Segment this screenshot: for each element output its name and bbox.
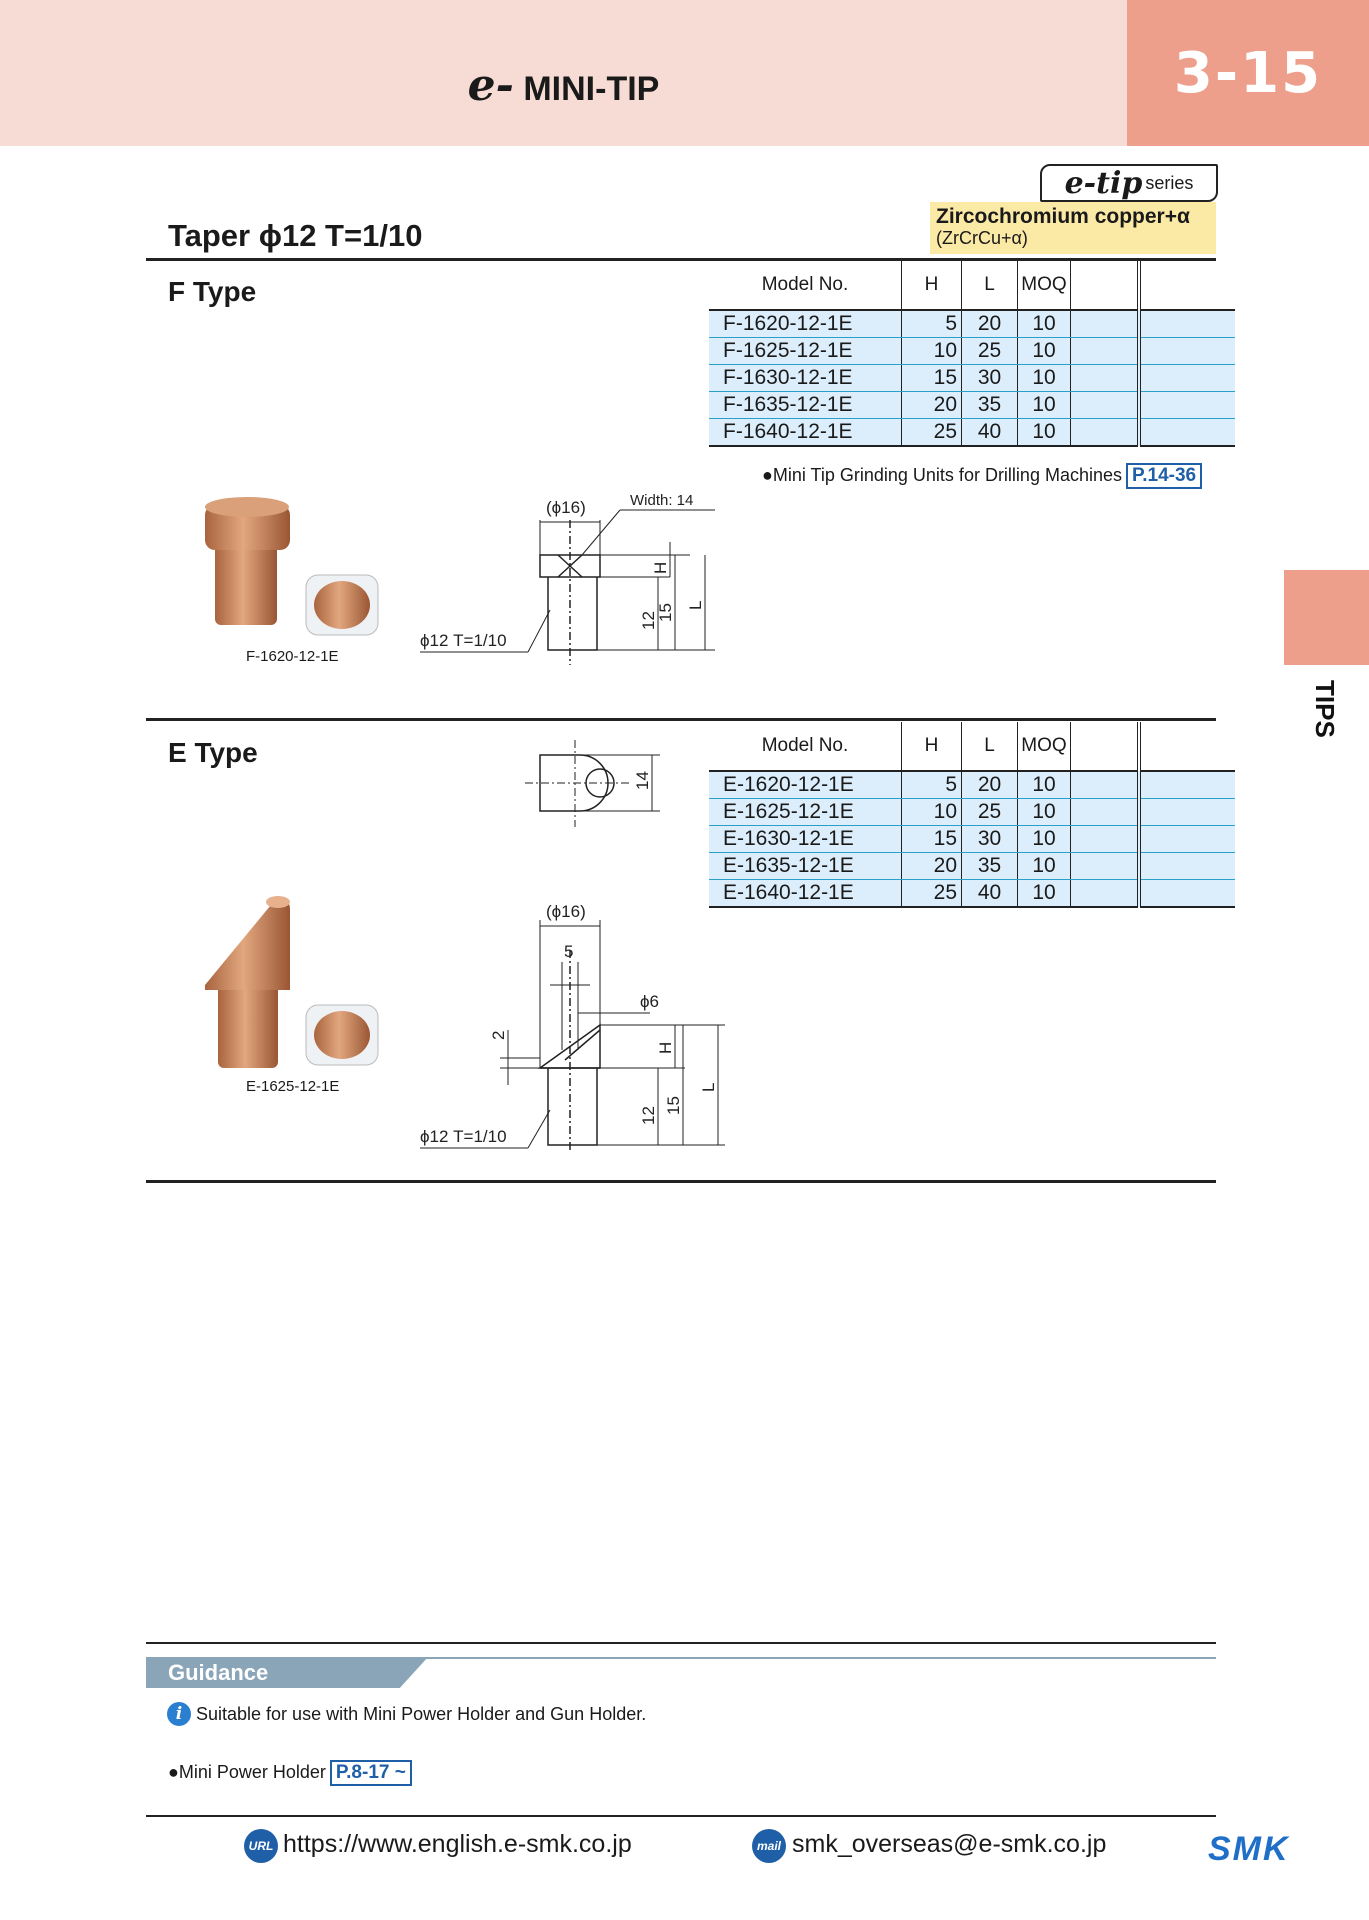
blank-cell [1139,392,1235,419]
column-header: H [902,722,962,771]
grinding-note-text: ●Mini Tip Grinding Units for Drilling Machines [762,465,1122,485]
model-cell: E-1630-12-1E [709,826,902,853]
brand-prefix: e- [467,60,514,111]
f-photo-caption: F-1620-12-1E [246,648,339,665]
holder-page-link[interactable]: P.8-17 ~ [330,1760,412,1786]
holder-note [168,1760,412,1786]
column-header: MOQ [1018,722,1071,771]
blank-cell [1071,826,1140,853]
smk-logo: SMK [1208,1830,1290,1868]
guidance-info-text: Suitable for use with Mini Power Holder and Gun Holder. [196,1704,647,1724]
column-header: MOQ [1018,261,1071,310]
e-type-photo [190,890,390,1080]
l-cell: 30 [962,365,1018,392]
model-cell: F-1640-12-1E [709,419,902,447]
holder-note-text: ●Mini Power Holder [168,1762,326,1782]
e-type-table [709,722,1235,908]
url-icon: URL [244,1829,278,1863]
l-cell: 20 [962,310,1018,338]
h-cell: 5 [902,771,962,799]
model-cell: E-1635-12-1E [709,853,902,880]
table-header-row [709,261,1235,310]
h-cell: 20 [902,853,962,880]
guidance-title: Guidance [168,1660,269,1685]
dim-14: 14 [633,771,652,790]
l-cell: 35 [962,392,1018,419]
e-type-drawing [400,890,730,1150]
moq-cell: 10 [1018,392,1071,419]
dim-dia16: (ϕ16) [546,498,586,517]
column-header: Model No. [709,261,902,310]
l-cell: 25 [962,799,1018,826]
section-title: Taper ϕ12 T=1/10 [168,218,423,253]
moq-cell: 10 [1018,771,1071,799]
table-row [709,310,1235,338]
model-cell: F-1635-12-1E [709,392,902,419]
info-icon: i [167,1702,191,1726]
model-cell: E-1640-12-1E [709,880,902,908]
model-cell: F-1630-12-1E [709,365,902,392]
column-header-blank [1139,261,1235,310]
blank-cell [1071,338,1140,365]
dim-12: 12 [639,611,658,630]
blank-cell [1071,419,1140,447]
section-end-rule [146,1180,1216,1183]
f-type-label: F Type [168,276,257,307]
table-row [709,880,1235,908]
moq-cell: 10 [1018,310,1071,338]
dim-l: L [686,600,705,610]
dim-taper: ϕ12 T=1/10 [420,1127,507,1146]
table-header-row [709,722,1235,771]
blank-cell [1071,853,1140,880]
column-header-blank [1139,722,1235,771]
column-header: L [962,261,1018,310]
moq-cell: 10 [1018,419,1071,447]
table-row [709,826,1235,853]
page-number: 3-15 [1127,0,1369,146]
e-type-top-view [520,735,670,835]
dim-l: L [699,1082,718,1092]
table-row [709,799,1235,826]
grinding-page-link[interactable]: P.14-36 [1126,463,1202,489]
blank-cell [1139,310,1235,338]
email-link[interactable]: smk_overseas@e-smk.co.jp [792,1830,1107,1858]
h-cell: 10 [902,799,962,826]
blank-cell [1139,799,1235,826]
section-divider [146,718,1216,721]
series-brand: e-tip [1064,165,1143,201]
h-cell: 20 [902,392,962,419]
blank-cell [1071,365,1140,392]
blank-cell [1071,392,1140,419]
l-cell: 40 [962,880,1018,908]
blank-cell [1139,365,1235,392]
dim-15: 15 [656,603,675,622]
blank-cell [1071,771,1140,799]
material-formula: (ZrCrCu+α) [936,228,1028,248]
dim-12: 12 [639,1106,658,1125]
dim-5: 5 [564,942,574,961]
l-cell: 20 [962,771,1018,799]
moq-cell: 10 [1018,338,1071,365]
table-row [709,853,1235,880]
model-cell: F-1620-12-1E [709,310,902,338]
moq-cell: 10 [1018,826,1071,853]
blank-cell [1071,880,1140,908]
blank-cell [1071,799,1140,826]
table-row [709,365,1235,392]
blank-cell [1139,338,1235,365]
dim-taper: ϕ12 T=1/10 [420,631,507,650]
footer-rule [146,1815,1216,1817]
grinding-note [762,463,1202,489]
moq-cell: 10 [1018,799,1071,826]
h-cell: 5 [902,310,962,338]
table-row [709,338,1235,365]
table-row [709,419,1235,447]
h-cell: 10 [902,338,962,365]
email-icon: mail [752,1829,786,1863]
dim-15: 15 [664,1096,683,1115]
side-tab-label: TIPS [1310,680,1340,738]
brand-name: MINI-TIP [523,70,660,108]
dim-h: H [656,1041,675,1054]
column-header: H [902,261,962,310]
column-header: L [962,722,1018,771]
moq-cell: 10 [1018,853,1071,880]
guidance-top-rule [146,1642,1216,1644]
blank-cell [1071,310,1140,338]
h-cell: 15 [902,365,962,392]
moq-cell: 10 [1018,880,1071,908]
l-cell: 30 [962,826,1018,853]
brand-title [0,60,1127,111]
blank-cell [1139,880,1235,908]
e-photo-caption: E-1625-12-1E [246,1078,340,1095]
dim-2: 2 [489,1030,508,1040]
moq-cell: 10 [1018,365,1071,392]
f-type-drawing [400,480,730,680]
model-cell: E-1620-12-1E [709,771,902,799]
column-header-blank [1071,722,1140,771]
l-cell: 40 [962,419,1018,447]
dim-dia6: ϕ6 [640,992,659,1011]
table-row [709,771,1235,799]
model-cell: F-1625-12-1E [709,338,902,365]
e-type-label: E Type [168,737,258,768]
side-tab[interactable] [1284,570,1369,665]
dim-width: Width: 14 [630,492,694,509]
column-header: Model No. [709,722,902,771]
blank-cell [1139,771,1235,799]
l-cell: 35 [962,853,1018,880]
material-name: Zircochromium copper+α [936,205,1190,228]
f-type-table [709,261,1235,447]
f-type-photo [190,490,390,640]
blank-cell [1139,419,1235,447]
h-cell: 25 [902,419,962,447]
h-cell: 15 [902,826,962,853]
series-suffix: series [1145,172,1194,193]
l-cell: 25 [962,338,1018,365]
h-cell: 25 [902,880,962,908]
dim-h: H [651,561,670,574]
dim-dia16: (ϕ16) [546,902,586,921]
website-link[interactable]: https://www.english.e-smk.co.jp [283,1830,632,1858]
blank-cell [1139,826,1235,853]
model-cell: E-1625-12-1E [709,799,902,826]
column-header-blank [1071,261,1140,310]
blank-cell [1139,853,1235,880]
series-badge [1040,164,1218,202]
table-row [709,392,1235,419]
